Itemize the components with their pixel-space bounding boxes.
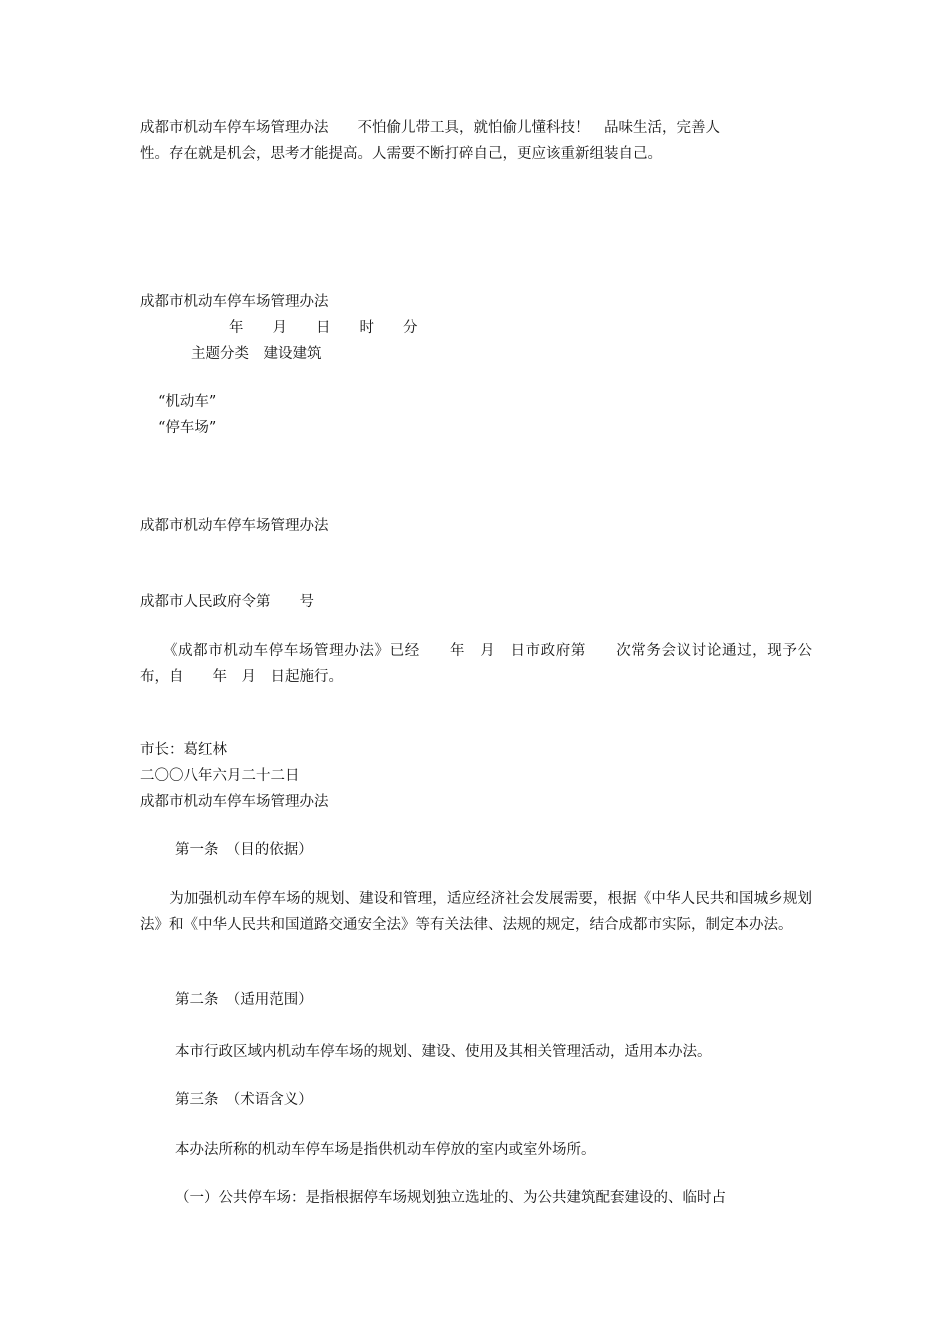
- mayor-line: 市长：葛红林: [140, 742, 227, 758]
- article-3-text: 本办法所称的机动车停车场是指供机动车停放的室内或室外场所。: [175, 1142, 596, 1158]
- meta-datetime: 年 月 日 时 分: [229, 320, 418, 336]
- keyword-motor-vehicle: “机动车”: [158, 394, 217, 410]
- article-2-text: 本市行政区域内机动车停车场的规划、建设、使用及其相关管理活动，适用本办法。: [175, 1044, 712, 1060]
- article-3-heading: 第三条 （术语含义）: [175, 1092, 313, 1108]
- keyword-parking-lot: “停车场”: [158, 420, 217, 436]
- meta-category: 主题分类 建设建筑: [191, 346, 322, 362]
- article-1-heading: 第一条 （目的依据）: [175, 842, 313, 858]
- article-3-item-1: （一）公共停车场：是指根据停车场规划独立选址的、为公共建筑配套建设的、临时占: [175, 1190, 726, 1206]
- promulgation-paragraph: 《成都市机动车停车场管理办法》已经 年 月 日市政府第 次常务会议讨论通过，现予公布，自 年 月 日起施行。: [140, 643, 812, 685]
- regulation-subtitle: 成都市机动车停车场管理办法: [140, 794, 329, 810]
- article-2-heading: 第二条 （适用范围）: [175, 992, 313, 1008]
- document-title: 成都市机动车停车场管理办法: [140, 518, 329, 534]
- header-line-1: 成都市机动车停车场管理办法 不怕偷儿带工具，就怕偷儿懂科技！ 品味生活，完善人: [140, 120, 720, 136]
- article-1-text: 为加强机动车停车场的规划、建设和管理，适应经济社会发展需要，根据《中华人民共和国城乡规划法》和《中华人民共和国道路交通安全法》等有关法律、法规的规定，结合成都市实际，制定本办法。: [140, 891, 812, 933]
- header-line-2: 性。存在就是机会，思考才能提高。人需要不断打碎自己，更应该重新组装自己。: [140, 146, 662, 162]
- issue-date: 二〇〇八年六月二十二日: [140, 768, 300, 784]
- order-line: 成都市人民政府令第 号: [140, 594, 314, 610]
- meta-title: 成都市机动车停车场管理办法: [140, 294, 329, 310]
